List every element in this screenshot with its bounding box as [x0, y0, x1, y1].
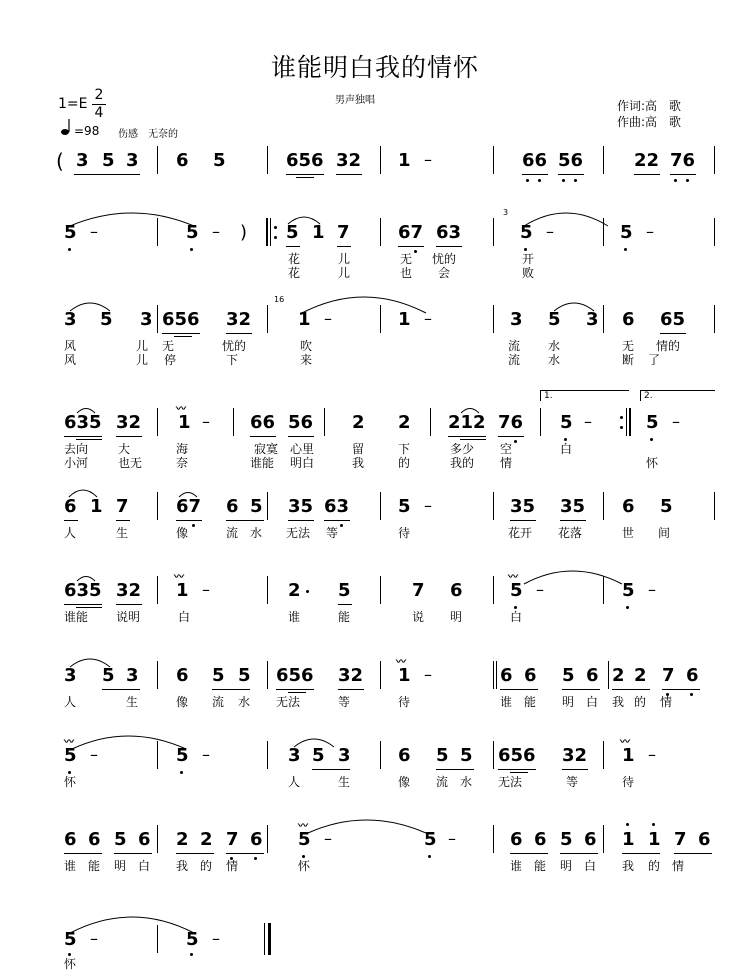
note: 5 — [338, 580, 351, 601]
repeat-end — [629, 408, 631, 436]
note: 5 — [436, 745, 449, 766]
note: 3 — [510, 309, 523, 330]
lyric: 忧的 — [432, 252, 457, 266]
lyric: 我的 — [450, 456, 475, 470]
lyric: 水 — [250, 526, 263, 540]
lyric: 无法 — [276, 695, 301, 709]
score-line-7: 3 5 3 6 5 5 656 32 〰 1 – 6 6 5 6 2 2 7 6 人 生 像 流 水 无法 等 待 谁 能 明 白 我 的 情 — [0, 665, 750, 715]
lyric: 谁 — [64, 859, 77, 873]
note: 5 — [460, 745, 473, 766]
note: 3 — [76, 150, 89, 171]
note: 5 — [398, 496, 411, 517]
lyric: 谁 — [500, 695, 513, 709]
note-group: 66 — [522, 150, 548, 171]
lyric: 能 — [88, 859, 101, 873]
note: 5 — [64, 929, 77, 950]
time-denominator: 4 — [94, 105, 104, 121]
note-group: 76 — [670, 150, 696, 171]
note: 3 — [64, 309, 77, 330]
lyric: 去向 — [64, 442, 89, 456]
lyric: 花开 — [508, 526, 533, 540]
note: 5 — [102, 665, 115, 686]
lyric: 世 — [622, 526, 635, 540]
lyric: 白 — [586, 695, 599, 709]
lyric: 明白 — [290, 456, 315, 470]
note: 6 — [622, 496, 635, 517]
note: 1 — [622, 745, 635, 766]
note: 6 — [586, 665, 599, 686]
note: 5 — [620, 222, 633, 243]
note-group: 67 — [176, 496, 202, 517]
time-signature — [92, 88, 106, 121]
note: 5 — [100, 309, 113, 330]
lyric: 待 — [398, 695, 411, 709]
note: 5 — [238, 665, 251, 686]
lyric: 儿 — [136, 339, 149, 353]
note: 6 — [226, 496, 239, 517]
note: 2 — [176, 829, 189, 850]
lyric: 流 — [508, 353, 521, 367]
note: 7 — [674, 829, 687, 850]
mordent-icon: 〰 — [620, 737, 630, 748]
note: 7 — [662, 665, 675, 686]
note-group: 22 — [634, 150, 660, 171]
note: 5 — [186, 929, 199, 950]
lyric: 会 — [438, 266, 451, 280]
note: 7 — [412, 580, 425, 601]
note: 1 — [298, 309, 311, 330]
score-line-10: 5 – 5 – 怀 — [0, 929, 750, 979]
volta-1 — [540, 390, 629, 401]
note: 3 — [126, 150, 139, 171]
quarter-note-icon — [60, 118, 74, 136]
note: 5 — [560, 412, 573, 433]
mordent-icon: 〰 — [508, 572, 518, 583]
lyric: 的 — [398, 456, 411, 470]
lyric: 的 — [634, 695, 647, 709]
lyric: 白 — [138, 859, 151, 873]
lyric: 留 — [352, 442, 365, 456]
note-group: 67 — [398, 222, 424, 243]
lyric: 谁 — [288, 610, 301, 624]
lyric: 谁能 — [64, 610, 89, 624]
lyric: 花落 — [558, 526, 583, 540]
close-paren: ) — [240, 222, 248, 243]
mordent-icon: 〰 — [174, 572, 184, 583]
lyric: 忧的 — [222, 339, 247, 353]
note: 3 — [64, 665, 77, 686]
note-group: 76 — [498, 412, 524, 433]
lyric: 我 — [612, 695, 625, 709]
note: 7 — [116, 496, 129, 517]
lyric: 怀 — [64, 775, 77, 789]
note: 3 — [586, 309, 599, 330]
note: 6 — [524, 665, 537, 686]
lyric: 说明 — [116, 610, 141, 624]
score-line-5: 6 1 7 67 6 5 35 63 5 – 35 35 6 5 人 生 像 流 水 无法 等 待 花开 花落 世 间 — [0, 496, 750, 546]
lyric: 白 — [584, 859, 597, 873]
score-line-2: 5 – 5 – ) 5 1 7 67 63 3 5 – 5 – 花 儿 无 忧的 开 花 儿 也 会 败 — [0, 222, 750, 282]
note: 5 — [312, 745, 325, 766]
note: 5 — [646, 412, 659, 433]
lyric: 小河 — [64, 456, 89, 470]
lyric: 海 — [176, 442, 189, 456]
lyric: 生 — [116, 526, 129, 540]
note: 6 — [500, 665, 513, 686]
note-group: 212 — [448, 412, 486, 433]
note-group: 32 — [116, 580, 142, 601]
note-group: 35 — [510, 496, 536, 517]
note: 5 — [213, 150, 226, 171]
note: 6 — [176, 665, 189, 686]
note: 5 — [298, 829, 311, 850]
volta-1-label: 1. — [544, 391, 553, 401]
score-line-3: 3 5 3 656 32 16 1 – 1 – 3 5 3 6 65 风 儿 无 忧的 吹 流 水 无 情的 风 儿 停 下 来 流 水 断 了 — [0, 309, 750, 369]
lyric: 开 — [522, 252, 535, 266]
lyric: 流 — [436, 775, 449, 789]
note: 5 — [176, 745, 189, 766]
lyricist: 作词:高 歌 — [617, 99, 682, 113]
note: 2 — [200, 829, 213, 850]
score-line-8: 〰 5 – 5 – 3 5 3 6 5 5 656 32 〰 1 – 怀 人 生 像 流 水 无法 等 待 — [0, 745, 750, 795]
lyric: 生 — [126, 695, 139, 709]
lyric: 能 — [534, 859, 547, 873]
grace-note: 16 — [274, 295, 285, 304]
lyric: 怀 — [646, 456, 659, 470]
note: 2 — [634, 665, 647, 686]
barline — [157, 146, 158, 174]
lyric: 能 — [338, 610, 351, 624]
lyric: 停 — [164, 353, 177, 367]
note: 1 — [178, 412, 191, 433]
lyric: 无 — [162, 339, 175, 353]
repeat-start — [266, 218, 268, 246]
note: 5 — [286, 222, 299, 243]
note: 5 — [562, 665, 575, 686]
lyric: 明 — [450, 610, 463, 624]
tempo-mark: =98 — [74, 124, 100, 138]
lyric: 无 — [400, 252, 413, 266]
lyric: 谁能 — [250, 456, 275, 470]
lyric: 心里 — [290, 442, 315, 456]
note: 2 — [612, 665, 625, 686]
lyric: 无法 — [498, 775, 523, 789]
note: 1 — [622, 829, 635, 850]
lyric: 等 — [338, 695, 351, 709]
note-group: 656 — [276, 665, 314, 686]
lyric: 我 — [622, 859, 635, 873]
note-group: 32 — [336, 150, 362, 171]
mordent-icon: 〰 — [298, 821, 308, 832]
song-title: 谁能明白我的情怀 — [270, 53, 479, 82]
note: 6 — [698, 829, 711, 850]
lyric: 的 — [648, 859, 661, 873]
barline — [267, 146, 268, 174]
note-group: 656 — [498, 745, 536, 766]
lyric: 风 — [64, 353, 77, 367]
lyric: 水 — [238, 695, 251, 709]
mordent-icon: 〰 — [176, 404, 186, 415]
note: 5 — [622, 580, 635, 601]
note: 3 — [126, 665, 139, 686]
note-group: 635 — [64, 412, 102, 433]
lyric: 儿 — [338, 252, 351, 266]
lyric: 多少 — [450, 442, 475, 456]
open-paren: ( — [56, 149, 64, 173]
lyric: 等 — [326, 526, 339, 540]
note: 6 — [450, 580, 463, 601]
voice-type: 男声独唱 — [335, 95, 375, 106]
lyric: 怀 — [298, 859, 311, 873]
lyric: 明 — [114, 859, 127, 873]
volta-2-label: 2. — [644, 391, 653, 401]
barline — [714, 146, 715, 174]
lyric: 来 — [300, 353, 313, 367]
lyric: 下 — [226, 353, 239, 367]
note: 3 — [140, 309, 153, 330]
note: 5 — [102, 150, 115, 171]
note: 5 — [660, 496, 673, 517]
barline — [493, 146, 494, 174]
mood-mark: 伤感 无奈的 — [118, 129, 178, 140]
note: 6 — [398, 745, 411, 766]
lyric: 白 — [178, 610, 191, 624]
note: 5 — [250, 496, 263, 517]
note: 1 — [312, 222, 325, 243]
note: 2 — [398, 412, 411, 433]
note: 5 — [114, 829, 127, 850]
score-line-6: 635 32 〰 1 – 2 5 7 6 〰 5 – 5 – 谁能 说明 白 谁 能 说 明 白 — [0, 580, 750, 630]
lyric: 流 — [212, 695, 225, 709]
lyric: 吹 — [300, 339, 313, 353]
note: 6 — [534, 829, 547, 850]
lyric: 寂寞 — [254, 442, 279, 456]
note: 6 — [250, 829, 263, 850]
note-group: 32 — [116, 412, 142, 433]
note-group: 656 — [286, 150, 324, 171]
lyric: 了 — [648, 353, 661, 367]
lyric: 下 — [398, 442, 411, 456]
note-group: 35 — [288, 496, 314, 517]
lyric: 怀 — [64, 957, 77, 971]
note: 5 — [520, 222, 533, 243]
lyric: 等 — [566, 775, 579, 789]
note: 2 — [288, 580, 301, 601]
barline — [380, 146, 381, 174]
note: 5 — [64, 222, 77, 243]
note: 6 — [138, 829, 151, 850]
lyric: 大 — [118, 442, 131, 456]
note: 3 — [288, 745, 301, 766]
lyric: 也 — [400, 266, 413, 280]
lyric: 人 — [288, 775, 301, 789]
lyric: 像 — [176, 695, 189, 709]
lyric: 败 — [522, 266, 535, 280]
lyric: 说 — [412, 610, 425, 624]
lyric: 空 — [500, 442, 513, 456]
lyric: 水 — [548, 353, 561, 367]
lyric: 无 — [622, 339, 635, 353]
lyric: 待 — [622, 775, 635, 789]
lyric: 无法 — [286, 526, 311, 540]
note: 1 — [398, 150, 411, 171]
note: 6 — [176, 150, 189, 171]
lyric: 流 — [508, 339, 521, 353]
lyric: 间 — [658, 526, 671, 540]
final-barline — [268, 923, 271, 955]
lyric: 花 — [288, 252, 301, 266]
note: 3 — [338, 745, 351, 766]
lyric: 明 — [562, 695, 575, 709]
note: 6 — [686, 665, 699, 686]
lyric: 像 — [398, 775, 411, 789]
note-group: 32 — [338, 665, 364, 686]
time-numerator: 2 — [94, 87, 104, 103]
lyric: 待 — [398, 526, 411, 540]
note: 5 — [560, 829, 573, 850]
note: 5 — [212, 665, 225, 686]
note: 5 — [64, 745, 77, 766]
note: 7 — [337, 222, 350, 243]
lyric: 断 — [622, 353, 635, 367]
note-group: 56 — [288, 412, 314, 433]
note-group: 635 — [64, 580, 102, 601]
note: 6 — [64, 829, 77, 850]
lyric: 也无 — [118, 456, 143, 470]
key-signature: 1=E — [58, 96, 88, 112]
lyric: 我 — [176, 859, 189, 873]
note: 2 — [352, 412, 365, 433]
note: 6 — [88, 829, 101, 850]
note: 7 — [226, 829, 239, 850]
note-group: 63 — [324, 496, 350, 517]
lyric: 情 — [660, 695, 673, 709]
note-group: 35 — [560, 496, 586, 517]
lyric: 儿 — [338, 266, 351, 280]
note-group: 65 — [660, 309, 686, 330]
note: 1 — [398, 309, 411, 330]
lyric: 儿 — [136, 353, 149, 367]
mordent-icon: 〰 — [64, 737, 74, 748]
lyric: 能 — [524, 695, 537, 709]
lyric: 明 — [560, 859, 573, 873]
note: 1 — [176, 580, 189, 601]
lyric: 我 — [352, 456, 365, 470]
note: 1 — [648, 829, 661, 850]
grace-note: 3 — [503, 208, 509, 217]
barline — [603, 146, 604, 174]
lyric: 白 — [560, 442, 573, 456]
lyric: 情 — [226, 859, 239, 873]
note-group: 56 — [558, 150, 584, 171]
note-group: 66 — [250, 412, 276, 433]
note-group: 656 — [162, 309, 200, 330]
lyric: 花 — [288, 266, 301, 280]
note: 5 — [186, 222, 199, 243]
note: 5 — [510, 580, 523, 601]
score-line-4: 1. 2. 635 32 〰 1 – 66 56 2 2 212 76 5 – 5 – 去向 大 海 寂寞 心里 留 下 多少 空 白 小河 也无 奈 谁能 明白 我 的 我的 情 怀 — [0, 412, 750, 472]
lyric: 水 — [460, 775, 473, 789]
note: 5 — [424, 829, 437, 850]
mordent-icon: 〰 — [396, 657, 406, 668]
lyric: 奈 — [176, 456, 189, 470]
score-line-1: ( 3 5 3 6 5 656 32 1 – 66 56 22 76 — [0, 150, 750, 190]
note: 6 — [64, 496, 77, 517]
note-group: 32 — [226, 309, 252, 330]
note: 1 — [90, 496, 103, 517]
lyric: 流 — [226, 526, 239, 540]
note: 6 — [510, 829, 523, 850]
lyric: 情 — [672, 859, 685, 873]
lyric: 的 — [200, 859, 213, 873]
score-line-9: 6 6 5 6 2 2 7 6 〰 5 – 5 – 6 6 5 6 1 1 7 6 谁 能 明 白 我 的 情 怀 谁 能 明 白 我 的 情 — [0, 829, 750, 879]
composer: 作曲:高 歌 — [617, 115, 682, 129]
note: 6 — [622, 309, 635, 330]
lyric: 情 — [500, 456, 513, 470]
note: 1 — [398, 665, 411, 686]
note-group: 63 — [436, 222, 462, 243]
note: 6 — [584, 829, 597, 850]
lyric: 谁 — [510, 859, 523, 873]
note-group: 32 — [562, 745, 588, 766]
lyric: 水 — [548, 339, 561, 353]
lyric: 风 — [64, 339, 77, 353]
lyric: 人 — [64, 526, 77, 540]
note: 5 — [548, 309, 561, 330]
lyric: 白 — [510, 610, 523, 624]
lyric: 情的 — [656, 339, 681, 353]
lyric: 像 — [176, 526, 189, 540]
lyric: 生 — [338, 775, 351, 789]
lyric: 人 — [64, 695, 77, 709]
